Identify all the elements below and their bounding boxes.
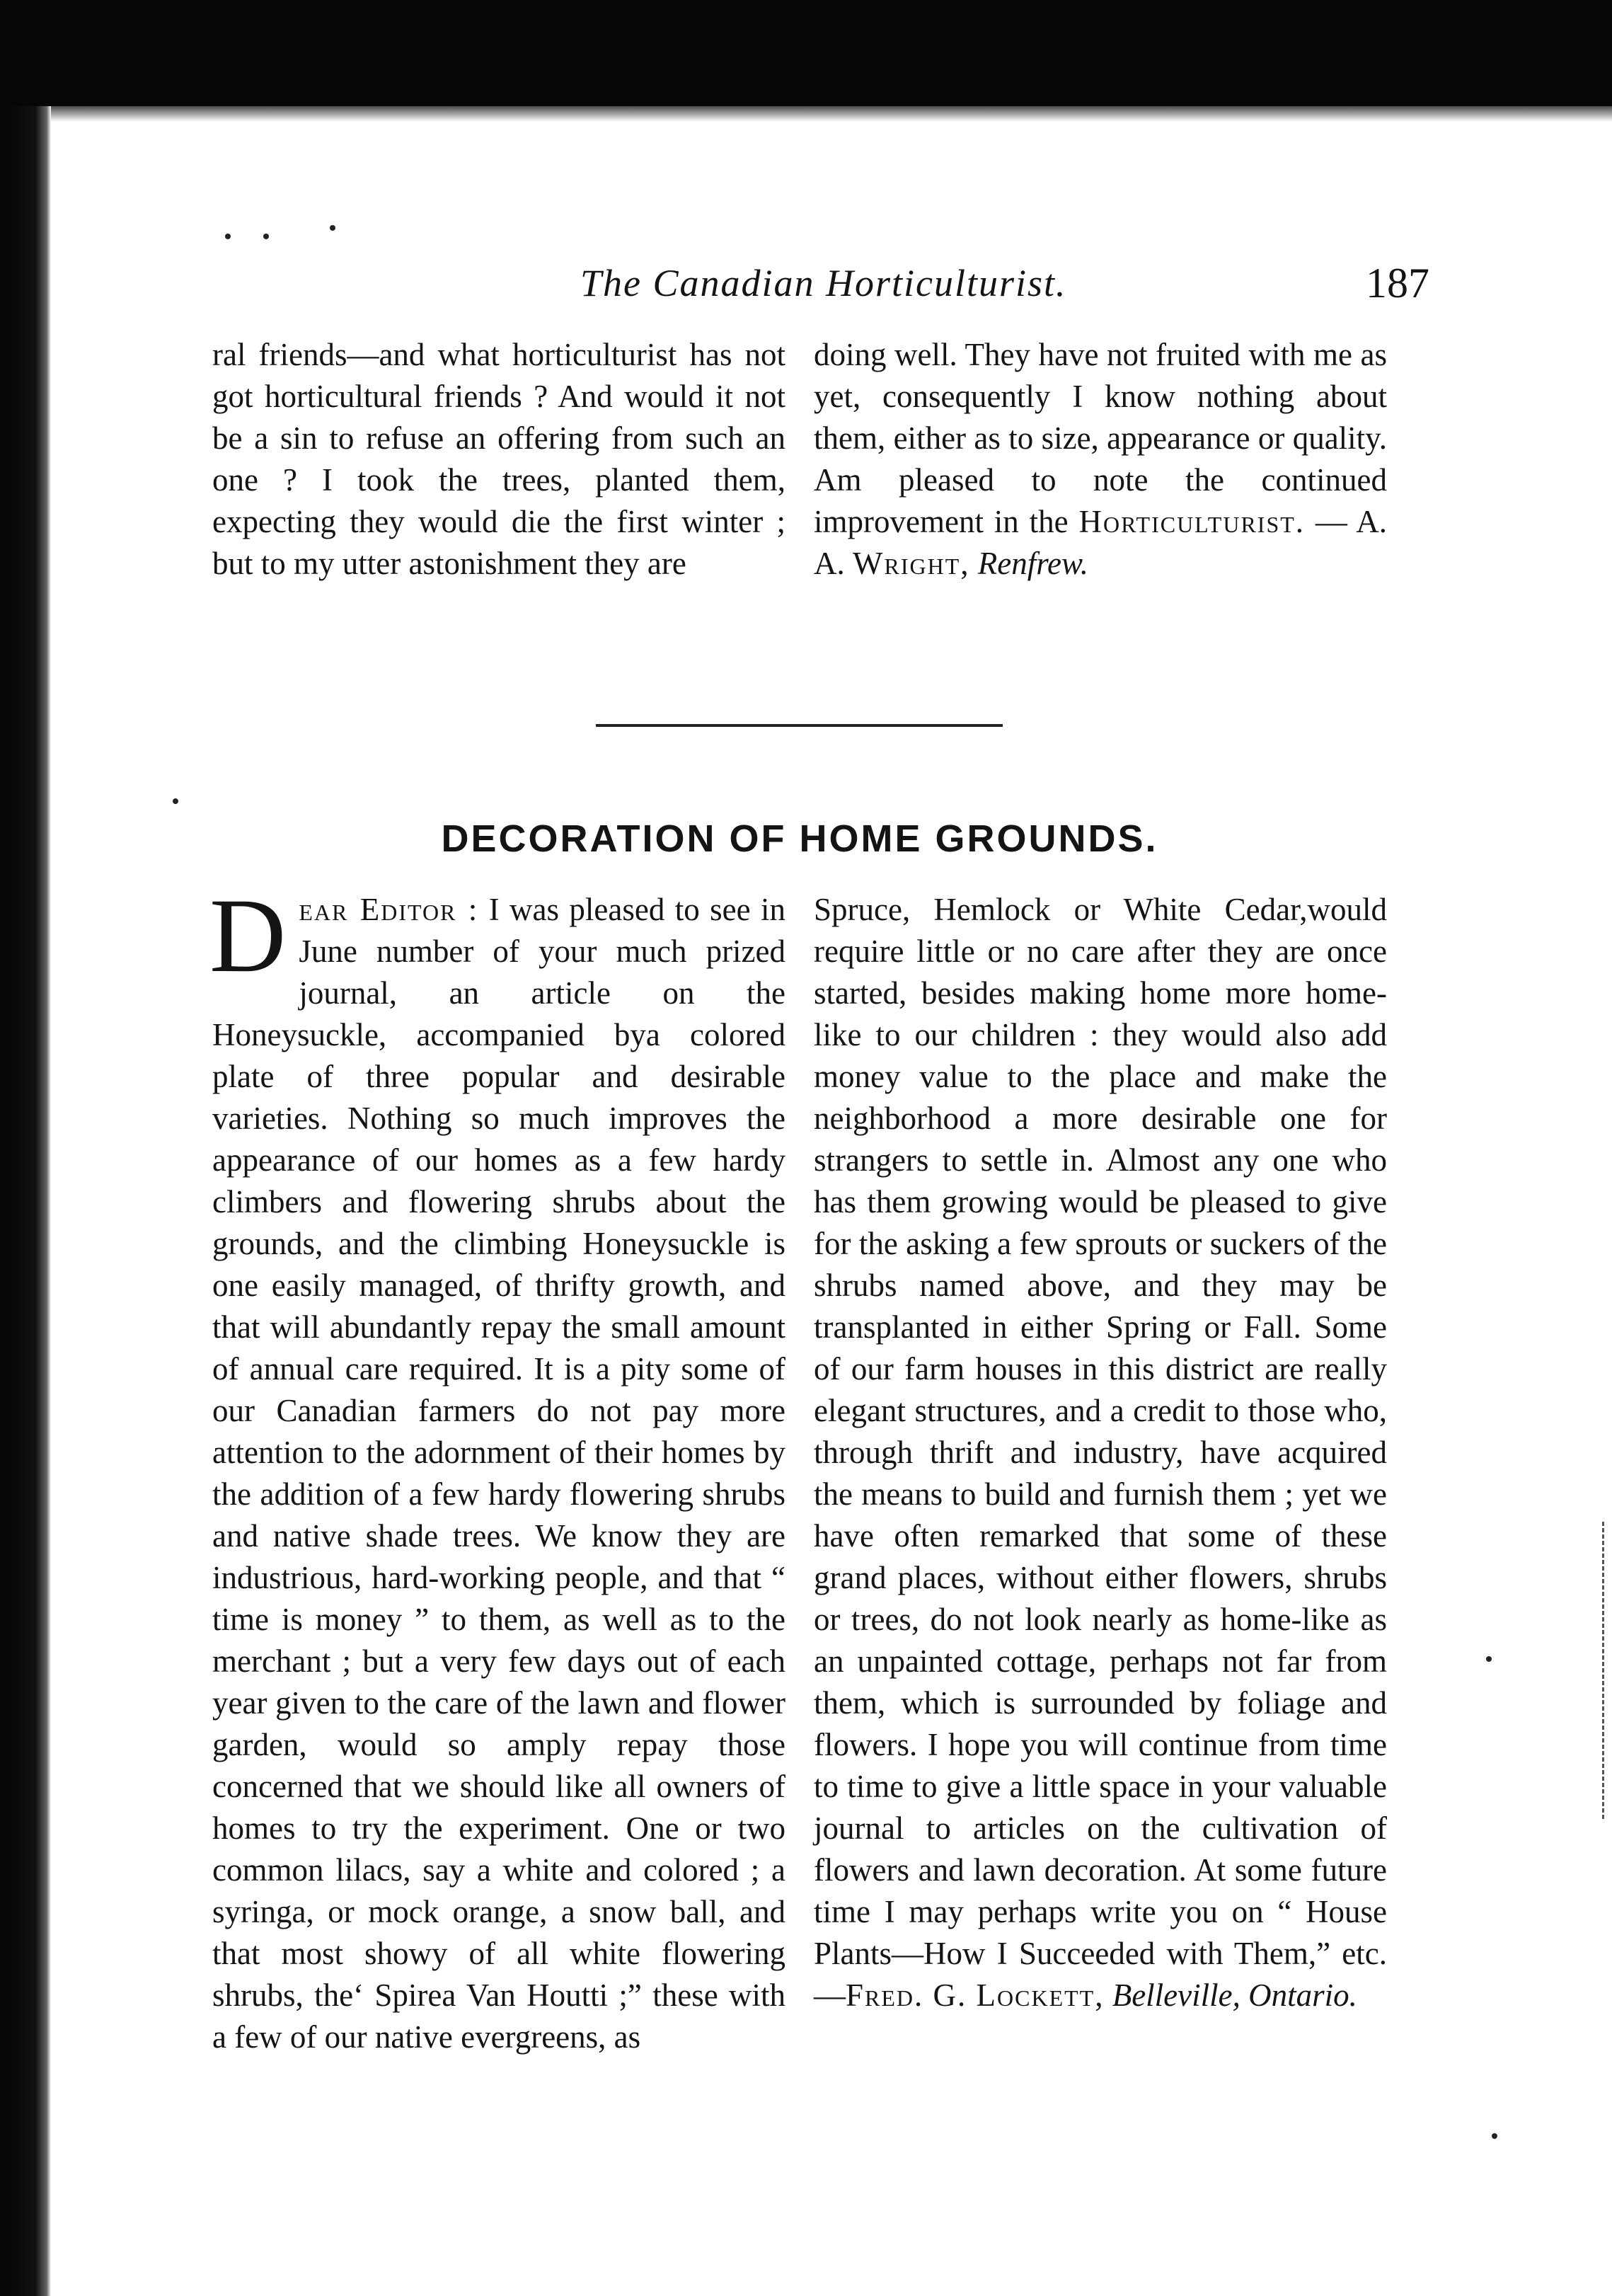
signature-place: Belleville, Ontario.: [1112, 1978, 1357, 2013]
scan-speck: [263, 234, 269, 239]
author-name: Wright,: [853, 546, 970, 581]
scan-speck: [1492, 2133, 1497, 2139]
article-left-paragraph: [209, 877, 785, 2058]
drop-cap: D: [209, 877, 287, 994]
article-left-text: I was pleased to see in June number of your much prized journal, an article on the Honeysuckle, accompanied bya colored plate of three popular and desirable varieties. Nothing so much improves the appearance of our homes as a few hardy climbers and flowering shrubs about the grounds, and the climbing Honeysuckle is one easily managed, of thrifty growth, and that will abundantly repay the small amount of annual care required. It is a pity some of our Canadian farmers do not pay more attention to the adornment of their homes by the addition of a few hardy flowering shrubs and native shade trees. We know they are industrious, hard-working people, and that “ time is money ” to them, as well as to the merchant ; but a very few days out of each year given to the care of the lawn and flower garden, would so amply repay those concerned that we should like all owners of homes to try the experiment. One or two common lilacs, say a white and colored ; a syringa, or mock orange, a snow ball, and that most showy of all white flowering shrubs, the‘ Spirea Van Houtti ;” these with a few of our native evergreens, as: [212, 892, 785, 2055]
continuation-right-paragraph: [814, 334, 1387, 585]
salutation: ear Editor :: [299, 892, 479, 927]
magazine-name: Horticulturist.: [1078, 504, 1306, 539]
page-number: 187: [1366, 260, 1429, 306]
author-place: Renfrew.: [977, 546, 1088, 581]
signature: Fred. G. Lockett,: [846, 1978, 1105, 2013]
article-right-paragraph: [814, 889, 1387, 2016]
scan-speck: [330, 225, 335, 231]
scan-right-edge-marks: [1602, 1522, 1607, 1819]
scan-speck: [225, 234, 231, 239]
scan-speck: [173, 798, 178, 804]
scan-speck: [1486, 1656, 1492, 1662]
article-right-column: [814, 889, 1387, 2016]
section-divider: [596, 724, 1003, 727]
continuation-right-text: doing well. They have not fruited with me as yet, consequently I know nothing about them, either as to size, appearance or quality. Am pleased to note the continued improvement in the: [814, 337, 1387, 539]
article-right-text: Spruce, Hemlock or White Cedar,would require little or no care after they are once started, besides making home more home-like to our children : they would also add money value to the place and make the neighborhood a more desirable one for strangers to settle in. Almost any one who has them growing would be pleased to give for the asking a few sprouts or suckers of the shrubs named above, and they may be transplanted in either Spring or Fall. Some of our farm houses in this district are really elegant structures, and a credit to those who, through thrift and industry, have acquired the means to build and furnish them ; yet we have often remarked that some of these grand places, without either flowers, shrubs or trees, do not look nearly as home-like as an unpainted cottage, perhaps not far from them, which is surrounded by foliage and flowers. I hope you will continue from time to time to give a little space in your valuable journal to articles on the cultivation of flowers and lawn decoration. At some future time I may perhaps write you on “ House Plants—How I Succeeded with Them,” etc.—: [814, 892, 1387, 2013]
running-title: The Canadian Horticulturist.: [580, 262, 1067, 304]
article-title: DECORATION OF HOME GROUNDS.: [441, 817, 1158, 860]
author-initials: — A. A.: [814, 504, 1388, 581]
scan-top-border: [0, 0, 1612, 106]
scan-left-border: [0, 106, 51, 2296]
continuation-left-text: ral friends—and what horticulturist has not got horticultural friends ? And would it not be a sin to refuse an offering from such an one ? I took the trees, planted them, expecting they would die the first winter ; but to my utter astonishment they are: [212, 337, 785, 581]
continuation-left-column: [212, 334, 785, 585]
scan-top-shadow: [0, 106, 1612, 122]
article-left-column: [209, 877, 785, 2058]
continuation-right-column: [814, 334, 1387, 585]
